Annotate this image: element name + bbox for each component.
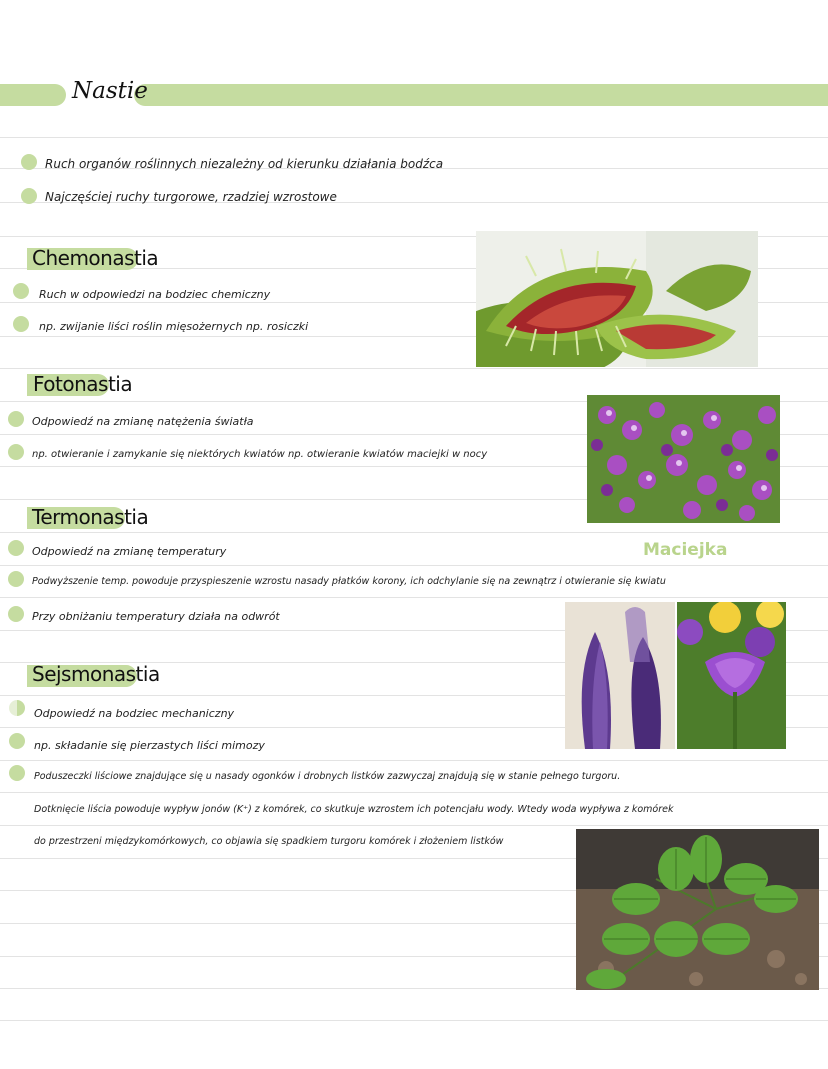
- termonastia-point-1: Odpowiedź na zmianę temperatury: [32, 545, 227, 558]
- sejsmonastia-paragraph-line-2: do przestrzeni międzykomórkowych, co objawia się spadkiem turgoru komórek i złożeniem listków: [34, 836, 504, 847]
- bullet-dot: [9, 733, 25, 749]
- termonastia-point-3: Przy obniżaniu temperatury działa na odwrót: [32, 610, 280, 623]
- mimosa-photo: [576, 829, 819, 990]
- bullet-dot: [21, 188, 37, 204]
- section-heading-fotonastia: Fotonastia: [33, 372, 133, 396]
- bullet-dot: [8, 606, 24, 622]
- intro-line-2: Najczęściej ruchy turgorowe, rzadziej wzrostowe: [45, 190, 337, 204]
- bullet-dot: [9, 765, 25, 781]
- bullet-dot: [21, 154, 37, 170]
- title-highlight-left: [0, 84, 66, 106]
- sejsmonastia-point-1: Odpowiedź na bodziec mechaniczny: [34, 707, 235, 720]
- sejsmonastia-point-3: Poduszeczki liściowe znajdujące się u nasady ogonków i drobnych listków zazwyczaj znajdują się w stanie pełnego turgoru.: [34, 771, 621, 782]
- intro-line-1: Ruch organów roślinnych niezależny od kierunku działania bodźca: [45, 157, 444, 171]
- bullet-dot: [8, 571, 24, 587]
- fotonastia-point-1: Odpowiedź na zmianę natężenia światła: [32, 415, 254, 428]
- section-heading-sejsmonastia: Sejsmonastia: [32, 662, 160, 686]
- bullet-dot: [13, 316, 29, 332]
- fotonastia-point-2: np. otwieranie i zamykanie się niektórych kwiatów np. otwieranie kwiatów maciejki w nocy: [32, 449, 488, 460]
- chemonastia-point-2: np. zwijanie liści roślin mięsożernych np. rosiczki: [39, 320, 309, 333]
- section-heading-termonastia: Termonastia: [32, 505, 149, 529]
- sejsmonastia-paragraph-line-1: Dotknięcie liścia powoduje wypływ jonów (K⁺) z komórek, co skutkuje wzrostem ich potencjału wody. Wtedy woda wypływa z komórek: [34, 804, 674, 815]
- venus-flytrap-photo: [476, 231, 758, 367]
- maciejka-caption: Maciejka: [643, 540, 728, 560]
- crocus-photo: [565, 602, 786, 749]
- bullet-dot: [13, 283, 29, 299]
- title-highlight-right: [134, 84, 828, 106]
- termonastia-point-2: Podwyższenie temp. powoduje przyspieszenie wzrostu nasady płatków korony, ich odchylanie się na zewnątrz i otwieranie się kwiatu: [32, 576, 666, 587]
- bullet-dot: [8, 444, 24, 460]
- maciejka-flowers-photo: [587, 395, 780, 523]
- bullet-dot: [8, 411, 24, 427]
- chemonastia-point-1: Ruch w odpowiedzi na bodziec chemiczny: [39, 288, 271, 301]
- section-heading-chemonastia: Chemonastia: [32, 246, 159, 270]
- bullet-dot: [8, 540, 24, 556]
- page-title: Nastie: [72, 78, 148, 104]
- bullet-dot: [9, 700, 25, 716]
- sejsmonastia-point-2: np. składanie się pierzastych liści mimozy: [34, 739, 265, 752]
